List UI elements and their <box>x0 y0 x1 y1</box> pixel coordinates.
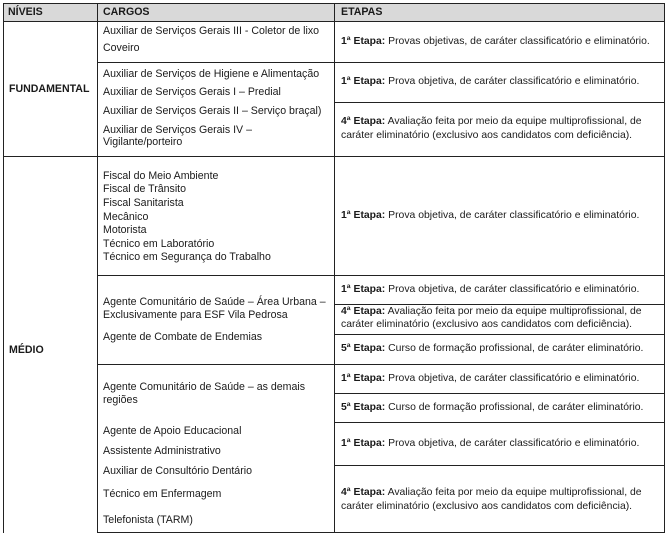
cargo-item: Auxiliar de Serviços Gerais IV – <box>103 124 252 136</box>
cargo-item: Exclusivamente para ESF Vila Pedrosa <box>103 309 288 321</box>
grid-line <box>334 422 665 423</box>
stage-description: Prova objetiva, de caráter classificatório e eliminatório. <box>385 210 640 221</box>
stage-description: Avaliação feita por meio da equipe multiprofissional, de caráter eliminatório (exclusivo aos candidatos com deficiência). <box>341 116 642 141</box>
header-niveis: NÍVEIS <box>8 6 43 18</box>
stage-label: 1ª Etapa: <box>341 36 386 47</box>
stage-label: 5ª Etapa: <box>341 402 386 413</box>
header-cargos: CARGOS <box>103 6 150 18</box>
stage-label: 5ª Etapa: <box>341 343 386 354</box>
grid-line <box>3 3 4 533</box>
grid-line <box>3 21 665 22</box>
grid-line <box>97 3 98 533</box>
level-fundamental: FUNDAMENTAL <box>9 83 90 95</box>
grid-line <box>334 465 665 466</box>
stage-description: Provas objetivas, de caráter classificatório e eliminatório. <box>385 36 650 47</box>
stage-text <box>341 342 659 356</box>
stage-label: 1ª Etapa: <box>341 438 386 449</box>
cargo-item: Agente Comunitário de Saúde – Área Urbana – <box>103 296 326 308</box>
stage-label: 1ª Etapa: <box>341 284 386 295</box>
cargo-item: Auxiliar de Serviços Gerais II – Serviço braçal) <box>103 105 322 117</box>
grid-line <box>334 3 335 533</box>
grid-line <box>97 275 665 276</box>
cargo-item: Fiscal Sanitarista <box>103 197 184 209</box>
stage-text <box>341 115 659 142</box>
grid-line <box>664 3 665 533</box>
stage-label: 1ª Etapa: <box>341 373 386 384</box>
stage-label: 4ª Etapa: <box>341 306 386 317</box>
stage-description: Curso de formação profissional, de caráter eliminatório. <box>385 402 644 413</box>
stage-description: Prova objetiva, de caráter classificatório e eliminatório. <box>385 284 640 295</box>
grid-line <box>97 62 665 63</box>
grid-line <box>3 156 665 157</box>
cargo-item: Fiscal do Meio Ambiente <box>103 170 219 182</box>
cargo-item: Vigilante/porteiro <box>103 136 183 148</box>
cargo-item: Assistente Administrativo <box>103 445 221 457</box>
stage-description: Prova objetiva, de caráter classificatório e eliminatório. <box>385 438 640 449</box>
stage-description: Prova objetiva, de caráter classificatório e eliminatório. <box>385 76 640 87</box>
stage-label: 4ª Etapa: <box>341 116 386 127</box>
grid-line <box>334 334 665 335</box>
stage-label: 4ª Etapa: <box>341 487 386 498</box>
cargo-item: Agente de Apoio Educacional <box>103 425 242 437</box>
stage-text <box>341 209 659 223</box>
cargo-item: Coveiro <box>103 42 140 54</box>
stage-text <box>341 283 659 297</box>
cargo-item: Mecânico <box>103 211 149 223</box>
grid-line <box>334 393 665 394</box>
stage-text <box>341 372 659 386</box>
cargo-item: Auxiliar de Consultório Dentário <box>103 465 252 477</box>
stage-description: Avaliação feita por meio da equipe multiprofissional, de caráter eliminatório (exclusivo aos candidatos com deficiência). <box>341 487 642 512</box>
cargo-item: Motorista <box>103 224 147 236</box>
stage-description: Curso de formação profissional, de caráter eliminatório. <box>385 343 644 354</box>
cargo-item: Agente de Combate de Endemias <box>103 331 263 343</box>
cargo-item: Auxiliar de Serviços de Higiene e Alimentação <box>103 68 320 80</box>
level-medio: MÉDIO <box>9 344 44 356</box>
stage-label: 1ª Etapa: <box>341 210 386 221</box>
cargo-item: Telefonista (TARM) <box>103 514 193 526</box>
stage-description: Avaliação feita por meio da equipe multiprofissional, de caráter eliminatório (exclusivo aos candidatos com deficiência). <box>341 306 642 330</box>
stage-label: 1ª Etapa: <box>341 76 386 87</box>
cargo-item: Técnico em Laboratório <box>103 238 215 250</box>
header-etapas: ETAPAS <box>341 6 383 18</box>
grid-line <box>334 102 665 103</box>
grid-line <box>3 3 665 4</box>
stage-text <box>341 35 659 49</box>
header-cell-etapas <box>335 3 665 21</box>
cargo-item: Técnico em Enfermagem <box>103 488 222 500</box>
cargo-item: Agente Comunitário de Saúde – as demais <box>103 381 305 393</box>
cargo-item: Auxiliar de Serviços Gerais III - Coletor de lixo <box>103 25 320 37</box>
stage-text <box>341 437 659 451</box>
cargo-item: Auxiliar de Serviços Gerais I – Predial <box>103 86 281 98</box>
selection-stages-table <box>3 3 665 533</box>
cargo-item: Técnico em Segurança do Trabalho <box>103 251 271 263</box>
grid-line <box>334 304 665 305</box>
stage-description: Prova objetiva, de caráter classificatório e eliminatório. <box>385 373 640 384</box>
stage-text <box>341 486 659 513</box>
stage-text <box>341 75 659 89</box>
grid-line <box>97 364 665 365</box>
cargo-item: regiões <box>103 394 138 406</box>
stage-text <box>341 306 659 331</box>
stage-text <box>341 401 659 415</box>
cargo-item: Fiscal de Trânsito <box>103 183 187 195</box>
